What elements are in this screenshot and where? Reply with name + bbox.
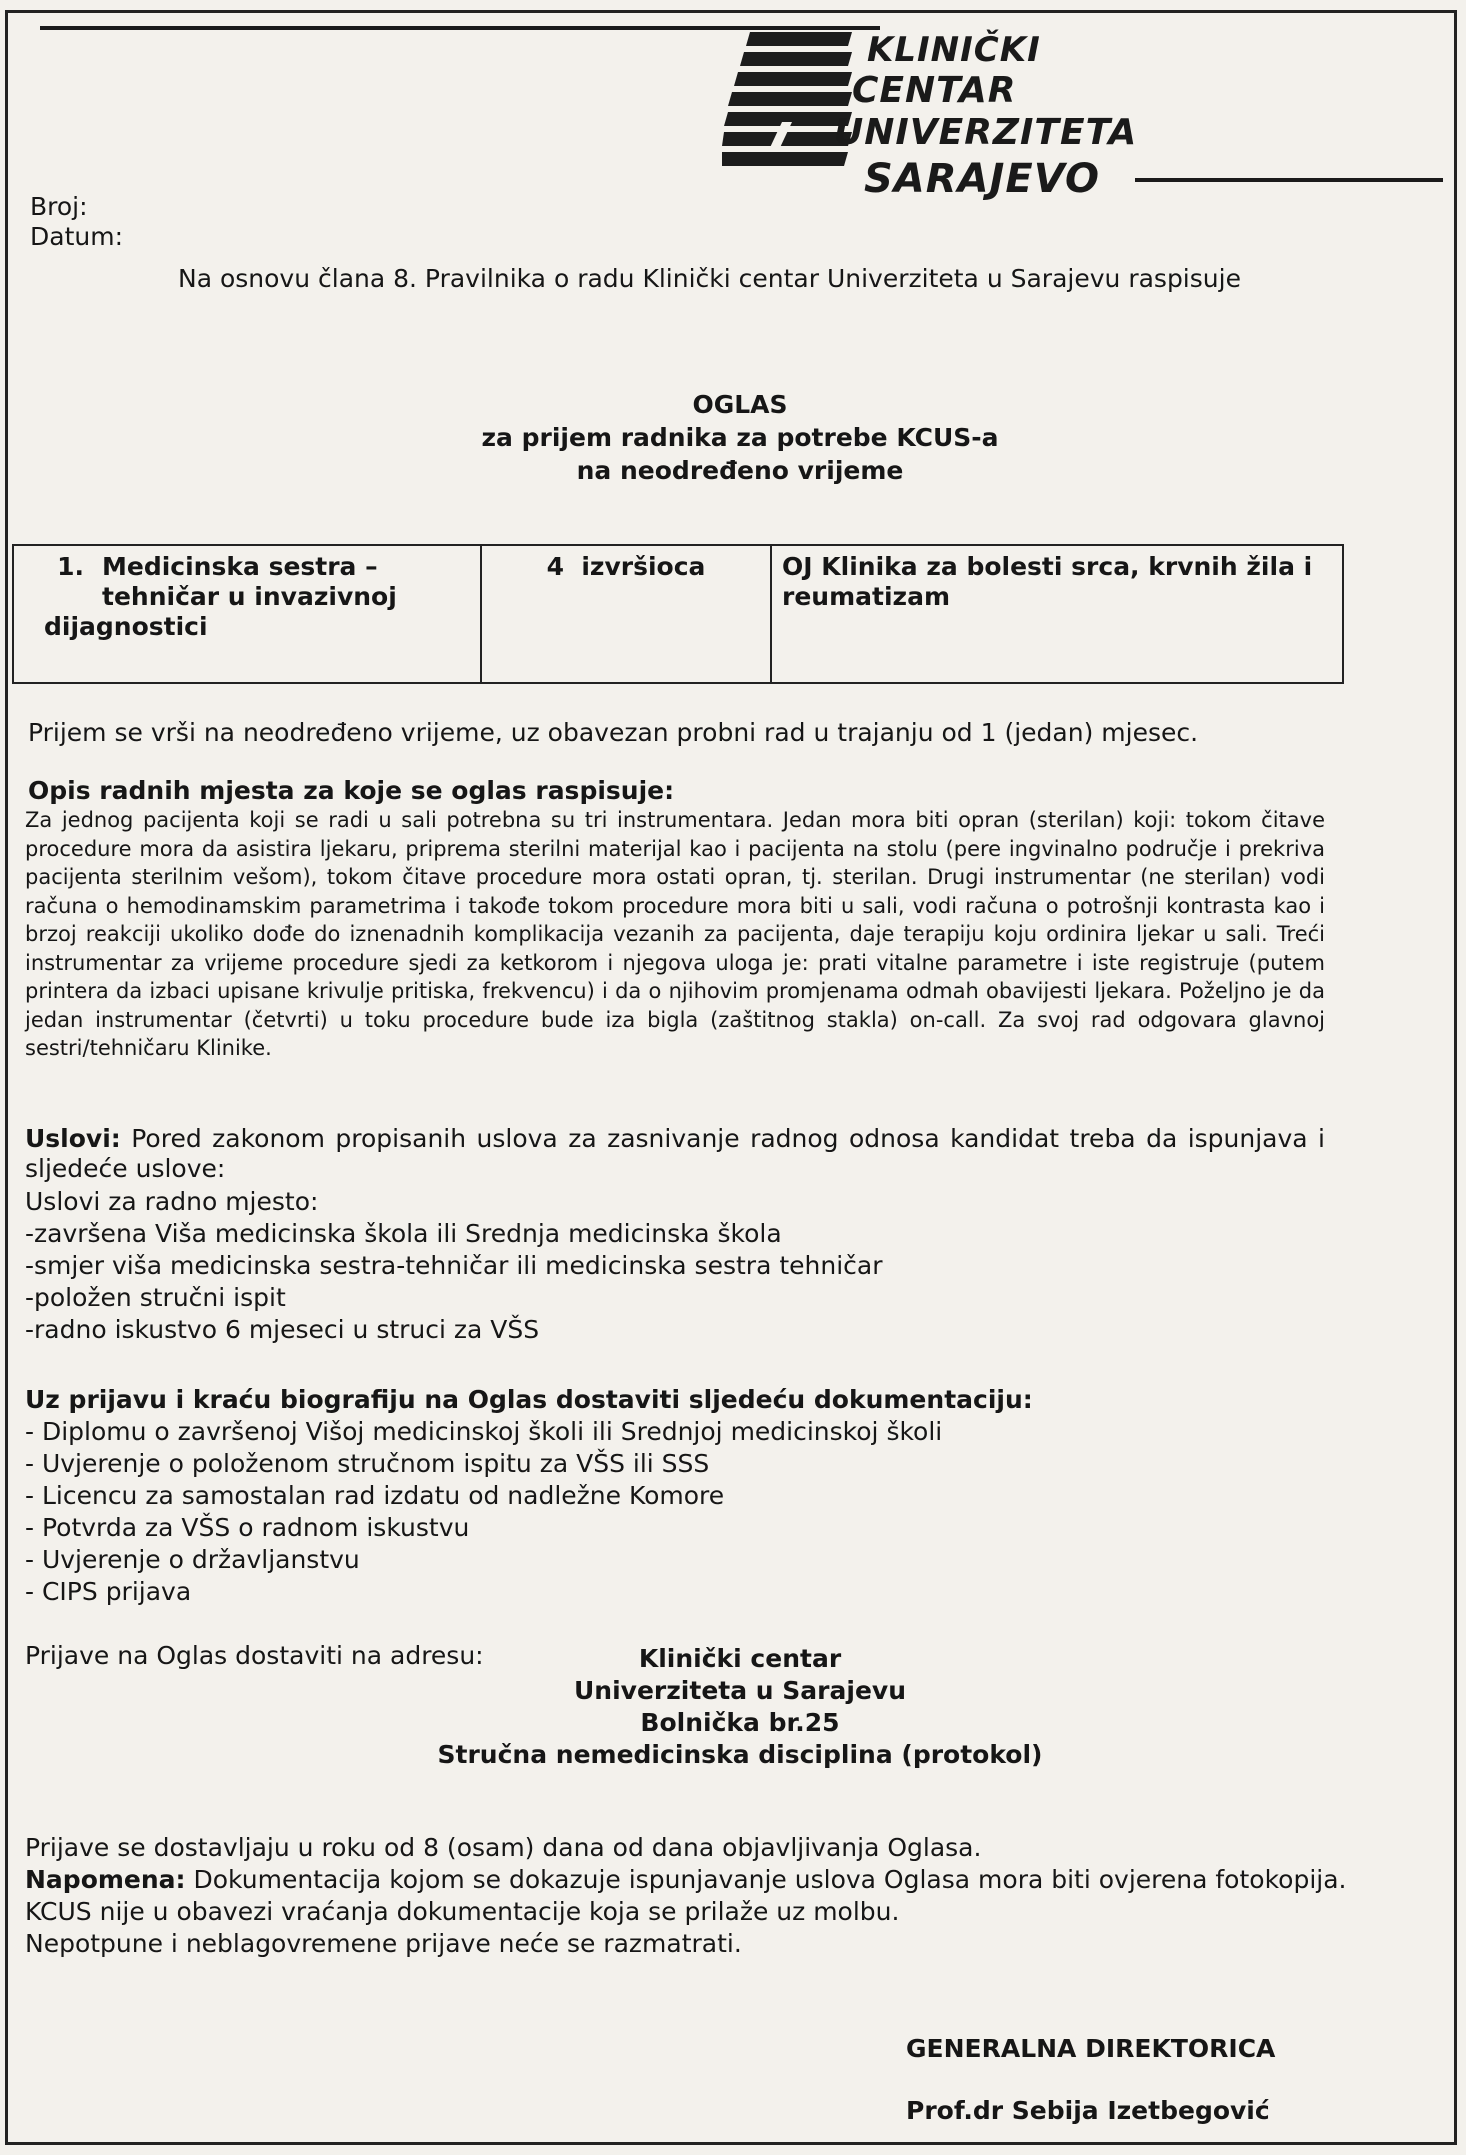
logo-rule	[1135, 178, 1443, 182]
signature-name: Prof.dr Sebija Izetbegović	[906, 2096, 1270, 2125]
document-item: - Uvjerenje o položenom stručnom ispitu za VŠS ili SSS	[25, 1449, 710, 1478]
intro-text: Na osnovu člana 8. Pravilnika o radu Klinički centar Univerziteta u Sarajevu raspisuje	[178, 264, 1241, 293]
kcus-logo-mark-icon	[722, 26, 857, 188]
address-line: Stručna nemedicinska disciplina (protokol)	[437, 1740, 1043, 1769]
kcus-logo	[722, 26, 1442, 202]
job-unit-line: reumatizam	[782, 582, 950, 611]
trial-text: Prijem se vrši na neodređeno vrijeme, uz obavezan probni rad u trajanju od 1 (jedan) mjesec.	[28, 718, 1199, 747]
broj-label: Broj:	[30, 192, 88, 221]
description-text: Za jednog pacijenta koji se radi u sali potrebna su tri instrumentara. Jedan mora biti opran (sterilan) koji: tokom čitave procedure mora da asistira ljekaru, priprema sterilni materijal kao i pacijenta na stolu (pere ingvinalno područje i prekriva pacijenta sterilnim vešom), tokom čitave procedure mora ostati opran, tj. sterilan. Drugi instrumentar (ne sterilan) vodi računa o hemodinamskim parametrima i takođe tokom procedure mora biti u sali, vodi računa o potrošnji kontrasta kao i brzoj reakciji ukoliko dođe do iznenadnih komplikacija vezanih za pacijenta, daje terapiju koju ordinira ljekar u sali. Treći instrumentar za vrijeme procedure sjedi za ketkorom i njegova uloga je: prati vitalne parametre i iste registruje (putem printera da izbaci upisane krivulje pritiska, frekvencu) i da o njihovim promjenama odmah obavijesti ljekara. Poželjno je da jedan instrumentar (četvrti) u toku procedure bude iza bigla (zaštitnog stakla) on-call. Za svoj rad odgovara glavnoj sestri/tehničaru Klinike.	[25, 808, 1325, 1060]
datum-label: Datum:	[30, 222, 123, 251]
job-count: 4 izvršioca	[546, 552, 706, 581]
job-position-line: dijagnostici	[44, 612, 208, 641]
job-unit-line: OJ Klinika za bolesti srca, krvnih žila i	[782, 552, 1313, 581]
job-unit-cell	[771, 545, 1343, 683]
page-border	[5, 10, 1457, 2145]
condition-item: -položen stručni ispit	[25, 1283, 286, 1312]
address-line: Bolnička br.25	[640, 1708, 840, 1737]
document-item: - Diplomu o završenoj Višoj medicinskoj školi ili Srednjoj medicinskoj školi	[25, 1417, 943, 1446]
document-item: - Licencu za samostalan rad izdatu od nadležne Komore	[25, 1481, 725, 1510]
title-term: na neodređeno vrijeme	[576, 456, 904, 485]
deadline-text: Prijave se dostavljaju u roku od 8 (osam) dana od dana objavljivanja Oglasa.	[25, 1833, 982, 1862]
title-subtitle: za prijem radnika za potrebe KCUS-a	[481, 423, 999, 452]
notes-line: KCUS nije u obavezi vraćanja dokumentacije koja se prilaže uz molbu.	[25, 1897, 900, 1926]
conditions-text: Pored zakonom propisanih uslova za zasnivanje radnog odnosa kandidat treba da ispunjava i sljedeće uslove:	[25, 1124, 1325, 1183]
job-position-line: tehničar u invazivnoj	[102, 582, 397, 611]
condition-item: -završena Viša medicinska škola ili Srednja medicinska škola	[25, 1219, 782, 1248]
job-table	[12, 544, 1344, 684]
logo-text-sarajevo: SARAJEVO	[864, 156, 1100, 202]
document-item: - Uvjerenje o državljanstvu	[25, 1545, 360, 1574]
logo-text-klinicki: KLINIČKI	[867, 30, 1041, 70]
table-row	[13, 545, 1343, 683]
conditions-subheading: Uslovi za radno mjesto:	[25, 1187, 319, 1216]
title-oglas: OGLAS	[692, 390, 788, 419]
condition-item: -smjer viša medicinska sestra-tehničar ili medicinska sestra tehničar	[25, 1251, 883, 1280]
document-item: - Potvrda za VŠS o radnom iskustvu	[25, 1513, 470, 1542]
address-line: Univerziteta u Sarajevu	[574, 1676, 906, 1705]
job-position-cell	[13, 545, 481, 683]
napomena-line	[25, 1864, 1346, 1896]
signature-title: GENERALNA DIREKTORICA	[906, 2034, 1276, 2063]
napomena-label: Napomena:	[25, 1865, 186, 1894]
logo-text-univerziteta: UNIVERZITETA	[834, 112, 1138, 153]
napomena-text: Dokumentacija kojom se dokazuje ispunjavanje uslova Oglasa mora biti ovjerena fotokopija.	[185, 1865, 1347, 1894]
address-label: Prijave na Oglas dostaviti na adresu:	[25, 1641, 484, 1670]
condition-item: -radno iskustvo 6 mjeseci u struci za VŠS	[25, 1315, 540, 1344]
address-line: Klinički centar	[638, 1644, 842, 1673]
documents-heading: Uz prijavu i kraću biografiju na Oglas dostaviti sljedeću dokumentaciju:	[25, 1385, 1033, 1414]
job-position-line: Medicinska sestra –	[102, 552, 378, 581]
job-count-cell	[481, 545, 771, 683]
document-item: - CIPS prijava	[25, 1577, 192, 1606]
conditions-paragraph	[25, 1124, 1325, 1184]
description-heading: Opis radnih mjesta za koje se oglas raspisuje:	[28, 776, 675, 805]
notes-line: Nepotpune i neblagovremene prijave neće se razmatrati.	[25, 1929, 742, 1958]
logo-text-centar: CENTAR	[852, 70, 1017, 111]
job-number: 1.	[57, 552, 84, 581]
conditions-label: Uslovi:	[25, 1124, 121, 1153]
